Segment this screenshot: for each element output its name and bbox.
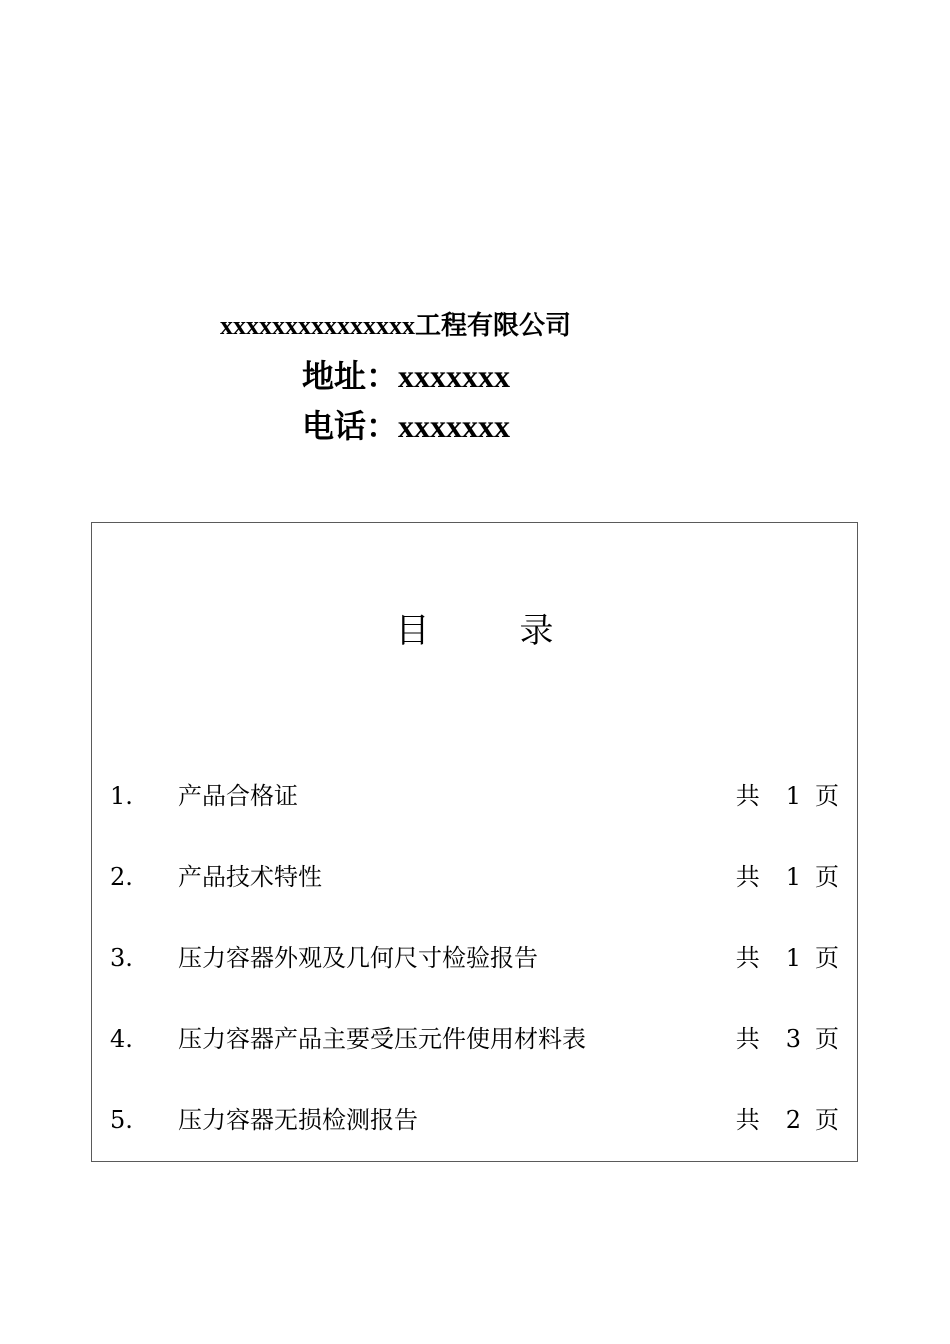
toc-item-page-count: 3 — [785, 1025, 801, 1053]
toc-item-title: 压力容器无损检测报告 — [178, 1106, 418, 1134]
toc-item-pages: 共 2 页 — [736, 1102, 839, 1138]
toc-item-title: 产品合格证 — [178, 782, 298, 810]
toc-item-pages: 共 1 页 — [736, 859, 839, 895]
toc-item-page-count: 1 — [785, 863, 801, 891]
toc-item — [92, 940, 857, 1021]
toc-title-char-1: 目 — [395, 611, 430, 651]
toc-list — [92, 778, 857, 1183]
toc-item-title: 产品技术特性 — [178, 863, 322, 891]
company-address: 地址：xxxxxxx — [302, 358, 511, 394]
toc-item-page-count: 2 — [785, 1106, 801, 1134]
company-phone: 电话：xxxxxxx — [302, 408, 511, 444]
toc-item-title: 压力容器外观及几何尺寸检验报告 — [178, 944, 538, 972]
toc-item-pages: 共 1 页 — [736, 940, 839, 976]
toc-item — [92, 859, 857, 940]
toc-item-page-count: 1 — [785, 944, 801, 972]
toc-title-char-2: 录 — [519, 611, 554, 651]
toc-item-number: 3. — [110, 944, 133, 972]
toc-item-number: 5. — [110, 1106, 133, 1134]
toc-item-number: 2. — [110, 863, 133, 891]
toc-item-number: 1. — [110, 782, 133, 810]
toc-item — [92, 1021, 857, 1102]
toc-item-page-count: 1 — [785, 782, 801, 810]
toc-item-pages: 共 3 页 — [736, 1021, 839, 1057]
toc-item-pages: 共 1 页 — [736, 778, 839, 814]
toc-item — [92, 778, 857, 859]
toc-title — [92, 611, 857, 651]
table-of-contents — [91, 522, 858, 1162]
company-name: xxxxxxxxxxxxxxx工程有限公司 — [220, 311, 572, 340]
toc-item-title: 压力容器产品主要受压元件使用材料表 — [178, 1025, 586, 1053]
toc-item — [92, 1102, 857, 1183]
toc-item-number: 4. — [110, 1025, 133, 1053]
